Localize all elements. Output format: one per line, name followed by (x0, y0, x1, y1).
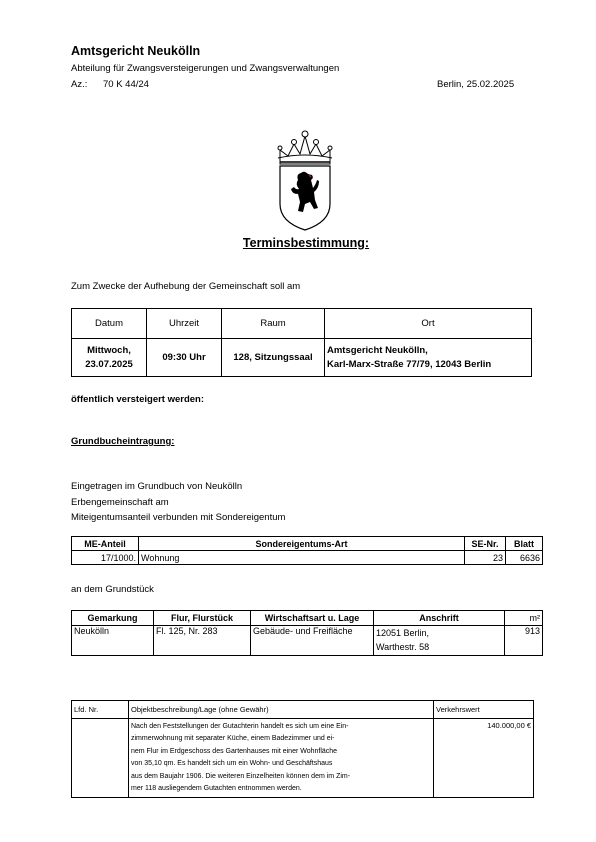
berlin-coat-of-arms-icon (274, 128, 336, 232)
object-table (71, 700, 534, 798)
share-art: Wohnung (139, 551, 465, 565)
share-header-se-nr: SE-Nr. (465, 537, 506, 551)
object-lfd-nr (72, 719, 129, 798)
share-header-me-anteil: ME-Anteil (72, 537, 139, 551)
court-name: Amtsgericht Neukölln (71, 44, 201, 58)
parcel-header-gemarkung: Gemarkung (72, 611, 154, 626)
parcel-address (374, 626, 505, 656)
share-header-art: Sondereigentums-Art (139, 537, 465, 551)
parcel-header-area: m² (505, 611, 543, 626)
object-description-line: Nach den Feststellungen der Gutachterin handelt es sich um eine Ein- (131, 723, 349, 730)
parcel-intro: an dem Grundstück (71, 584, 154, 595)
parcel-header-flur: Flur, Flurstück (154, 611, 251, 626)
share-header-blatt: Blatt (506, 537, 543, 551)
parcel-address-city: 12051 Berlin, (376, 628, 430, 638)
object-value: 140.000,00 € (434, 719, 534, 798)
register-line: Erbengemeinschaft am (71, 496, 169, 508)
parcel-header-anschrift: Anschrift (374, 611, 505, 626)
parcel-header-wirtschaftsart: Wirtschaftsart u. Lage (251, 611, 374, 626)
appointment-header-room: Raum (222, 309, 325, 339)
intro-text: Zum Zwecke der Aufhebung der Gemeinschaft soll am (71, 281, 301, 292)
document-title: Terminsbestimmung: (242, 236, 370, 250)
appointment-weekday: Mittwoch, (87, 344, 131, 356)
parcel-address-street: Warthestr. 58 (376, 642, 430, 652)
appointment-place-address: Karl-Marx-Straße 77/79, 12043 Berlin (327, 358, 492, 370)
register-text (71, 479, 285, 526)
parcel-area: 913 (505, 626, 543, 656)
appointment-place-court: Amtsgericht Neukölln, (327, 344, 428, 356)
object-description (129, 719, 434, 798)
appointment-time: 09:30 Uhr (147, 339, 222, 377)
parcel-gemarkung: Neukölln (72, 626, 154, 656)
object-header-description: Objektbeschreibung/Lage (ohne Gewähr) (129, 701, 434, 719)
share-se-nr: 23 (465, 551, 506, 565)
appointment-header-date: Datum (72, 309, 147, 339)
register-line: Eingetragen im Grundbuch von Neukölln (71, 481, 243, 492)
appointment-date (72, 339, 147, 377)
parcel-table (71, 610, 543, 656)
auction-text: öffentlich versteigert werden: (71, 394, 205, 405)
department: Abteilung für Zwangsversteigerungen und Zwangsverwaltungen (71, 63, 340, 74)
object-description-line: aus dem Baujahr 1906. Die weiteren Einzelheiten können dem im Zim- (131, 772, 351, 780)
place-date: Berlin, 25.02.2025 (437, 79, 515, 90)
object-description-line: mer 118 ausliegendem Gutachten entnommen werden. (131, 785, 302, 793)
land-register-heading: Grundbucheintragung: (71, 436, 175, 447)
appointment-date-value: 23.07.2025 (85, 358, 133, 370)
share-me-anteil: 17/1000. (72, 551, 139, 565)
appointment-room: 128, Sitzungssaal (222, 339, 325, 377)
appointment-header-time: Uhrzeit (147, 309, 222, 339)
object-description-line: zimmerwohnung mit separater Küche, einem Badezimmer und ei- (131, 735, 335, 743)
object-description-line: nem Flur im Erdgeschoss des Gartenhauses mit einer Wohnfläche (131, 747, 338, 755)
appointment-header-place: Ort (325, 309, 532, 339)
object-header-value: Verkehrswert (434, 701, 534, 719)
appointment-table (71, 308, 532, 377)
register-line: Miteigentumsanteil verbunden mit Sondereigentum (71, 512, 286, 523)
share-table (71, 536, 543, 565)
share-blatt: 6636 (506, 551, 543, 565)
reference-number: 70 K 44/24 (103, 79, 149, 90)
appointment-place (325, 339, 532, 377)
object-description-line: von 35,10 qm. Es handelt sich um ein Wohn- und Geschäftshaus (131, 760, 333, 768)
reference-label: Az.: (71, 79, 88, 90)
parcel-flur: Fl. 125, Nr. 283 (154, 626, 251, 656)
parcel-wirtschaftsart: Gebäude- und Freifläche (251, 626, 374, 656)
object-header-lfd-nr: Lfd. Nr. (72, 701, 129, 719)
